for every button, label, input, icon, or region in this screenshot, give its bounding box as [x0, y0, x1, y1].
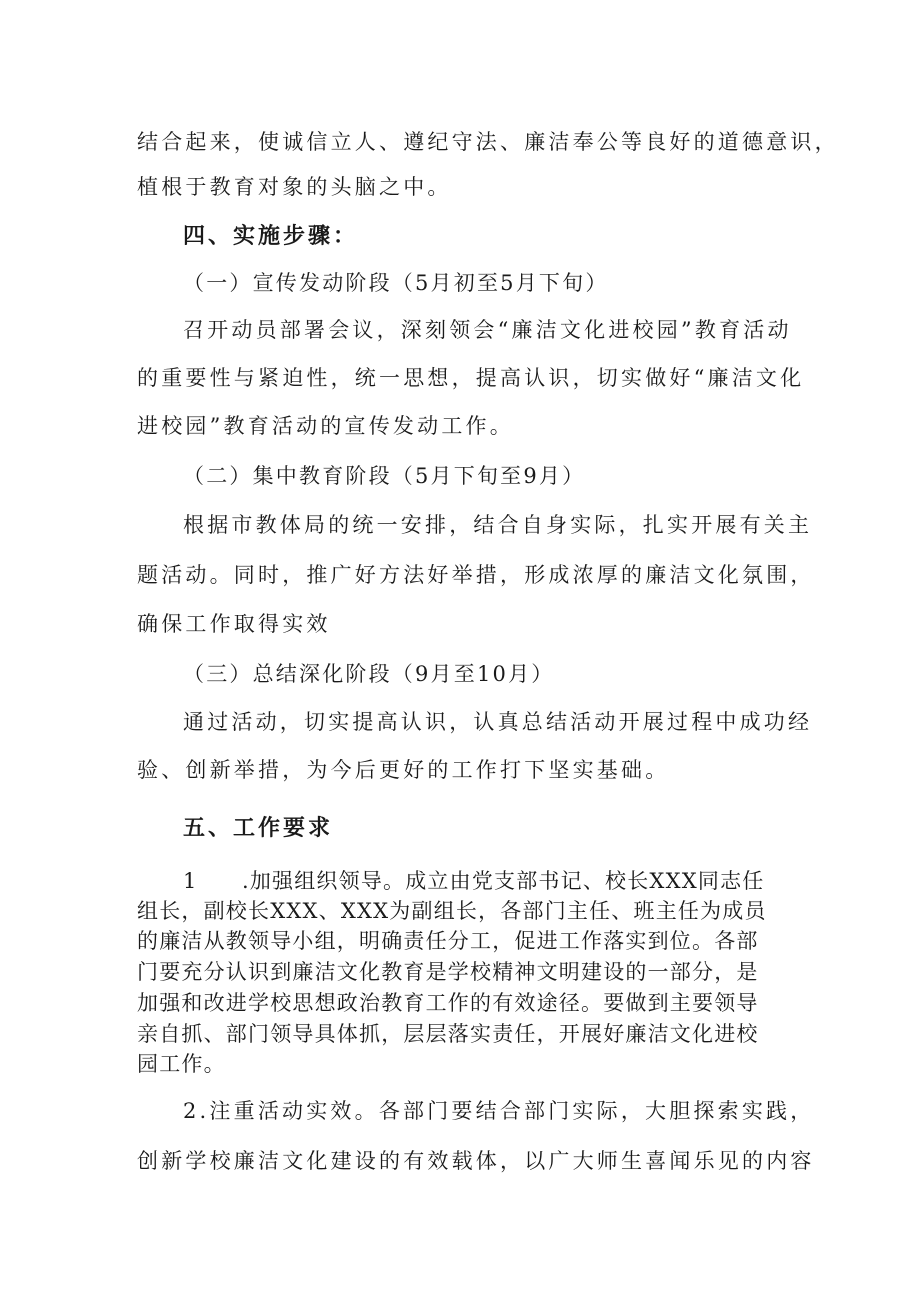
requirement-1-line: 的廉洁从教领导小组，明确责任分工，促进工作落实到位。各部: [137, 929, 759, 953]
section-heading-4: 四、实施步骤：: [183, 224, 359, 249]
requirement-1-line: 加强和改进学校思想政治教育工作的有效途径。要做到主要领导: [137, 991, 759, 1015]
paragraph-line: 题活动。同时，推广好方法好举措，形成浓厚的廉洁文化氛围，: [137, 563, 815, 587]
paragraph-line: 进校园”教育活动的宣传发动工作。: [137, 414, 514, 438]
requirement-1-line: 1 .加强组织领导。成立由党支部书记、校长XXX同志任: [183, 869, 765, 893]
paragraph-line: 验、创新举措，为今后更好的工作打下坚实基础。: [137, 758, 670, 782]
requirement-1-line: 组长，副校长XXX、XXX为副组长，各部门主任、班主任为成员: [137, 899, 767, 923]
paragraph-line: 召开动员部署会议，深刻领会“廉洁文化进校园”教育活动: [183, 318, 792, 342]
paragraph-line: 的重要性与紧迫性，统一思想，提高认识，切实做好“廉洁文化: [137, 366, 805, 390]
requirement-1-line: 园工作。: [137, 1052, 226, 1076]
paragraph-line: 通过活动，切实提高认识，认真总结活动开展过程中成功经: [183, 710, 813, 734]
subsection-title-1: （一）宣传发动阶段（5月初至5月下旬）: [183, 271, 609, 295]
section-heading-5: 五、工作要求: [183, 816, 334, 841]
requirement-2-line: 创新学校廉洁文化建设的有效载体，以广大师生喜闻乐见的内容: [137, 1149, 815, 1173]
requirement-2-line: 2.注重活动实效。各部门要结合部门实际，大胆探索实践，: [183, 1099, 815, 1123]
requirement-1-line: 亲自抓、部门领导具体抓，层层落实责任，开展好廉洁文化进校: [137, 1022, 759, 1046]
paragraph-line: 根据市教体局的统一安排，结合自身实际，扎实开展有关主: [183, 513, 813, 537]
paragraph-line: 确保工作取得实效: [137, 612, 331, 636]
subsection-title-2: （二）集中教育阶段（5月下旬至9月）: [183, 464, 586, 488]
subsection-title-3: （三）总结深化阶段（9月至10月）: [183, 662, 555, 686]
paragraph-line: 植根于教育对象的头脑之中。: [137, 175, 452, 199]
requirement-1-line: 门要充分认识到廉洁文化教育是学校精神文明建设的一部分，是: [137, 960, 759, 984]
paragraph-line: 结合起来，使诚信立人、遵纪守法、廉洁奉公等良好的道德意识，: [137, 130, 839, 154]
